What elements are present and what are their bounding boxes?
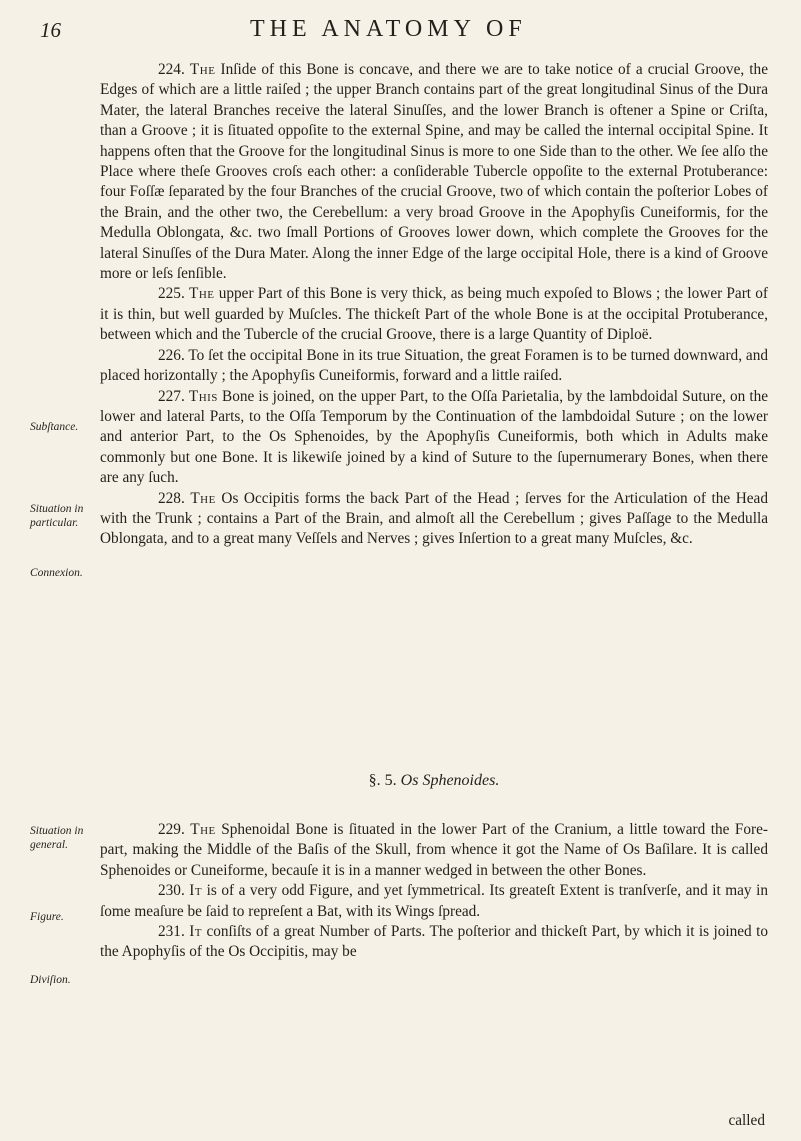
- paragraph-225: 225. The upper Part of this Bone is very thick, as being much expoſed to Blows ; the lower Part of it is thin, but well guarded by Muſcles. The thickeſt Part of the whole Bone is at the occipital Protuberance, between which and the Tubercle of the crucial Groove, there is a large Quantity of Diploë.: [100, 285, 768, 344]
- section-heading: [100, 772, 768, 790]
- paragraph-230: 230. It is of a very odd Figure, and yet ſymmetrical. Its greateſt Extent is tranſverſe, and it may in ſome meaſure be ſaid to repreſent a Bat, with its Wings ſpread.: [100, 882, 768, 920]
- margin-note-substance: Subſtance.: [30, 421, 79, 433]
- paragraph-229: 229. The Sphenoidal Bone is ſituated in the lower Part of the Cranium, a little toward the Fore-part, making the Middle of the Baſis of the Skull, from whence it got the Name of Os Baſilare. It is called Sphenoides or Cuneiforme, becauſe it is in a manner wedged in between the other Bones.: [100, 821, 769, 879]
- paragraph-226: 226. To ſet the occipital Bone in its true Situation, the great Foramen is to be turned downward, and placed horizontally ; the Apophyſis Cuneiformis, forward and a little raiſed.: [100, 346, 768, 385]
- text-block-upper: [100, 60, 768, 550]
- section-number: §. 5.: [368, 772, 397, 789]
- catchword: called: [728, 1112, 765, 1129]
- page-number: 16: [40, 18, 61, 42]
- section-title: Os Sphenoides.: [400, 772, 500, 789]
- paragraph-231: 231. It conſiſts of a great Number of Parts. The poſterior and thickeſt Part, by which it is joined to the Apophyſis of the Os Occipitis, may be: [100, 923, 769, 961]
- margin-note-connexion: Connexion.: [30, 567, 83, 579]
- margin-note-situation-particular: Situation in particular.: [30, 503, 84, 529]
- running-title: THE ANATOMY OF: [250, 16, 527, 42]
- running-header: [0, 16, 801, 46]
- margin-note-division: Diviſion.: [30, 974, 71, 986]
- paragraph-227: 227. This Bone is joined, on the upper Part, to the Oſſa Parietalia, by the lambdoidal Suture, on the lower and lateral Parts, to the Oſſa Temporum by the Continuation of the lambdoidal Suture ; on the lower and anterior Part, to the Os Sphenoides, by the Apophyſis Cuneiformis, both which in Adults make commonly but one Bone. It is likewiſe joined by a kind of Suture to the ſupernumerary Bones, when there are any ſuch.: [100, 387, 769, 487]
- paragraph-224: 224. The Inſide of this Bone is concave, and there we are to take notice of a crucial Groove, the Edges of which are a little raiſed ; the upper Branch contains part of the great longitudinal Sinus of the Dura Mater, the lateral Branches receive the lateral Sinuſſes, and the lower Branch is oftener a Spine or Criſta, than a Groove ; it is ſituated oppoſite to the external Spine, and may be called the internal occipital Spine. It happens often that the Groove for the longitudinal Sinus is more to one Side than to the other. We ſee alſo the Place where theſe Grooves croſs each other: a conſiderable Tubercle oppoſite to the external Protuberance: four Foſſæ ſeparated by the four Branches of the crucial Groove, two of which contain the poſterior Lobes of the Brain, and the other two, the Cerebellum: a very broad Groove in the Apophyſis Cuneiformis, for the Medulla Oblongata, &c. two ſmall Portions of Grooves lower down, which complete the Grooves for the lateral Sinuſſes of the Dura Mater. Along the inner Edge of the large occipital Hole, there is a kind of Groove more or leſs ſenſible.: [100, 61, 768, 283]
- paragraph-228: 228. The Os Occipitis forms the back Part of the Head ; ſerves for the Articulation of the Head with the Trunk ; contains a Part of the Brain, and almoſt all the Cerebellum ; gives Paſſage to the Medulla Oblongata, and to a great many Veſſels and Nerves ; gives Inſertion to a great many Muſcles, &c.: [100, 489, 768, 548]
- margin-note-figure: Figure.: [30, 911, 64, 923]
- text-block-lower: [100, 820, 768, 963]
- margin-note-situation-general: Situation in general.: [30, 825, 84, 851]
